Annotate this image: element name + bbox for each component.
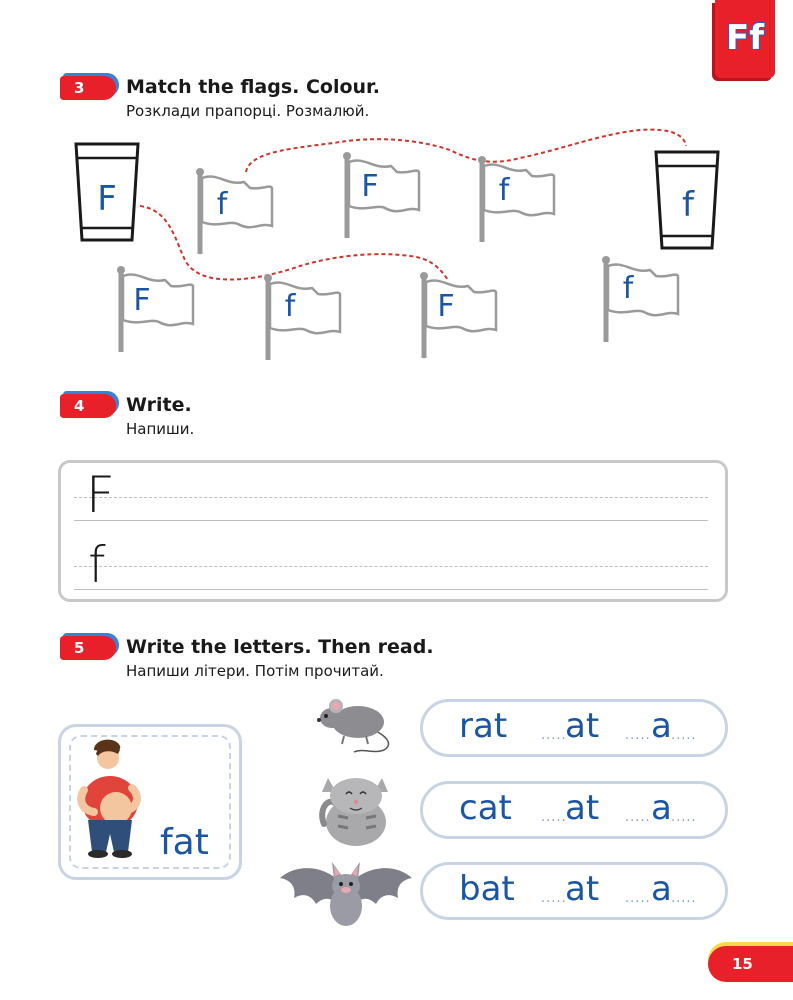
bat-icon xyxy=(278,856,414,930)
flag-top-3[interactable] xyxy=(478,156,554,242)
flag-top-3-letter: f xyxy=(498,173,510,208)
flag-bottom-3-letter: F xyxy=(437,289,455,324)
word-stem: a xyxy=(651,869,672,909)
task-3-number: 3 xyxy=(60,76,116,100)
guide-line xyxy=(74,497,708,498)
fat-word: fat xyxy=(160,822,209,863)
flag-bottom-3[interactable] xyxy=(420,272,496,358)
word-row-bat[interactable] xyxy=(420,862,728,920)
letter-badge-text: Ff xyxy=(725,18,765,58)
flag-top-1-letter: f xyxy=(216,187,228,222)
word-stem: a xyxy=(651,788,672,828)
flag-bottom-1-letter: F xyxy=(133,283,151,318)
word-cat: cat xyxy=(459,788,512,828)
cup-left-letter: F xyxy=(97,179,117,219)
word-stem: at xyxy=(565,706,600,746)
word-bat: bat xyxy=(459,869,515,909)
flag-top-1[interactable] xyxy=(196,168,272,254)
flag-top-2[interactable] xyxy=(343,152,419,238)
word-stem: a xyxy=(651,706,672,746)
blank-dots[interactable]: ..... xyxy=(625,891,651,906)
page-number: 15 xyxy=(708,946,793,982)
flag-bottom-4[interactable] xyxy=(602,256,678,342)
blank-dots[interactable]: ..... xyxy=(541,728,567,743)
task-4-subtitle: Напиши. xyxy=(126,420,195,438)
blank-dots[interactable]: ..... xyxy=(541,891,567,906)
blank-dots[interactable]: ..... xyxy=(541,810,567,825)
match-line-lowercase xyxy=(246,130,686,172)
flag-bottom-2[interactable] xyxy=(264,274,340,360)
task-5-subtitle: Напиши літери. Потім прочитай. xyxy=(126,662,384,680)
fat-man-icon xyxy=(72,736,152,862)
word-stem: at xyxy=(565,869,600,909)
blank-dots[interactable]: ..... xyxy=(625,728,651,743)
flag-bottom-4-letter: f xyxy=(622,271,634,306)
guide-letter-upper: F xyxy=(86,466,115,524)
guide-letter-lower: f xyxy=(88,536,106,594)
word-row-cat[interactable] xyxy=(420,781,728,839)
blank-dots[interactable]: ..... xyxy=(671,891,697,906)
guide-line xyxy=(74,566,708,567)
blank-dots[interactable]: ..... xyxy=(671,810,697,825)
word-row-rat[interactable] xyxy=(420,699,728,757)
rat-icon xyxy=(314,696,398,756)
cat-icon xyxy=(318,770,396,848)
writing-box[interactable] xyxy=(58,460,728,602)
letter-badge xyxy=(715,0,775,78)
task-5-title: Write the letters. Then read. xyxy=(126,636,434,658)
match-line-uppercase xyxy=(140,206,448,280)
task-3-subtitle: Розклади прапорці. Розмалюй. xyxy=(126,102,370,120)
task-5-number: 5 xyxy=(60,636,116,660)
task-3-title: Match the flags. Colour. xyxy=(126,76,380,98)
flag-bottom-2-letter: f xyxy=(284,289,296,324)
task-4-title: Write. xyxy=(126,394,192,416)
flags-exercise xyxy=(0,120,793,380)
flag-top-2-letter: F xyxy=(361,169,379,204)
base-line xyxy=(74,589,708,590)
blank-dots[interactable]: ..... xyxy=(671,728,697,743)
cup-right-letter: f xyxy=(682,185,694,225)
base-line xyxy=(74,520,708,521)
flag-bottom-1[interactable] xyxy=(117,266,193,352)
blank-dots[interactable]: ..... xyxy=(625,810,651,825)
task-4-number: 4 xyxy=(60,394,116,418)
word-rat: rat xyxy=(459,706,508,746)
word-stem: at xyxy=(565,788,600,828)
